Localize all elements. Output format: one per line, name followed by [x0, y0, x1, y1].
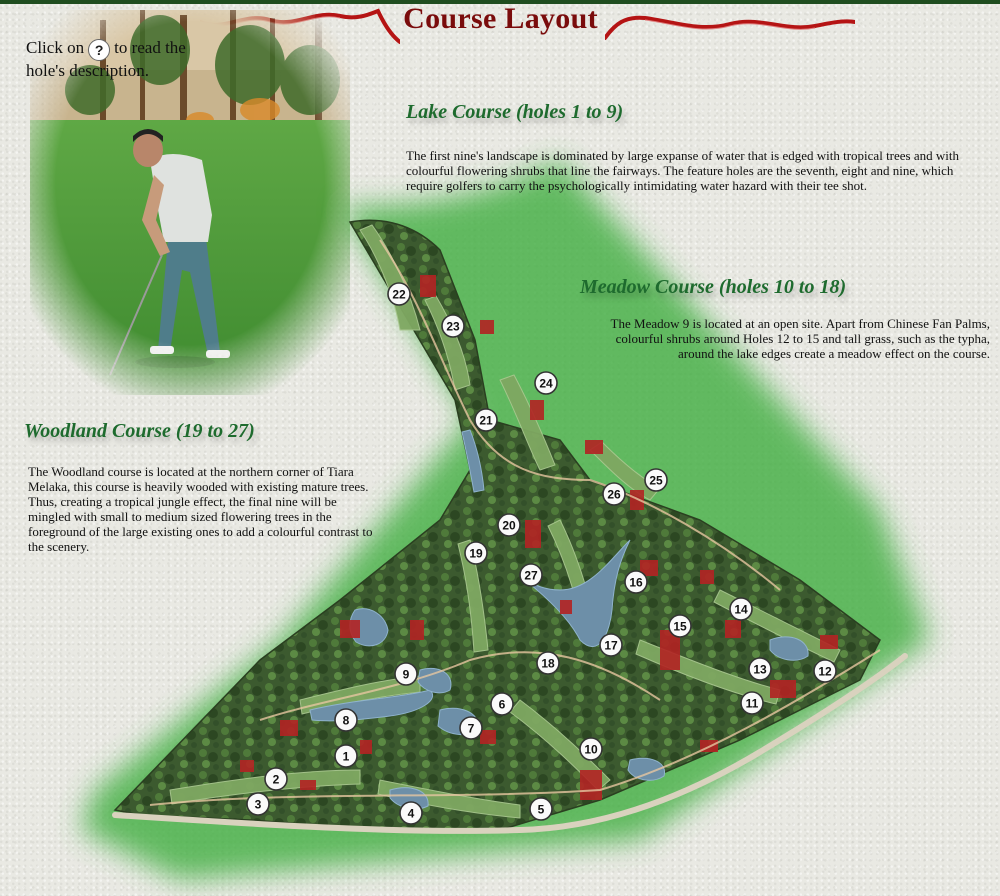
help-text-after: to read the hole's description.: [26, 38, 186, 80]
hole-number-label: 13: [753, 662, 767, 677]
hole-number-label: 16: [629, 575, 643, 590]
hole-marker-25[interactable]: [645, 469, 667, 491]
hole-marker-26[interactable]: [603, 483, 625, 505]
hole-number-label: 5: [537, 802, 545, 817]
page-title: Course Layout: [403, 2, 598, 35]
hole-number-label: 22: [392, 287, 406, 302]
help-instruction: [26, 38, 226, 81]
hole-marker-10[interactable]: [580, 738, 602, 760]
hole-marker-9[interactable]: [395, 663, 417, 685]
woodland-course-title: Woodland Course (19 to 27): [24, 420, 255, 442]
hole-number-label: 3: [254, 797, 262, 812]
hole-marker-18[interactable]: [537, 652, 559, 674]
hole-marker-12[interactable]: [814, 660, 836, 682]
hole-marker-11[interactable]: [741, 692, 763, 714]
woodland-course-description: The Woodland course is located at the northern corner of Tiara Melaka, this course is heavily wooded with existing mature trees. Thus, creating a tropical jungle effect, the final nine will be mingled with small to medium sized flowering trees in the foreground of the large existing ones to add a colourful contrast to the scenery.: [28, 464, 373, 554]
hole-marker-24[interactable]: [535, 372, 557, 394]
hole-marker-19[interactable]: [465, 542, 487, 564]
hole-number-label: 26: [607, 487, 621, 502]
hole-number-label: 11: [745, 696, 759, 711]
meadow-course-title: Meadow Course (holes 10 to 18): [580, 276, 847, 298]
hole-marker-4[interactable]: [400, 802, 422, 824]
hole-number-label: 25: [649, 473, 663, 488]
hole-marker-13[interactable]: [749, 658, 771, 680]
hole-number-label: 9: [402, 667, 410, 682]
hole-marker-6[interactable]: [491, 693, 513, 715]
hole-marker-2[interactable]: [265, 768, 287, 790]
hole-marker-7[interactable]: [460, 717, 482, 739]
lake-course-description: The first nine's landscape is dominated by large expanse of water that is edged with tropical trees and with colourful flowering shrubs that line the fairways. The feature holes are the seventh, eight and nine, which require golfers to carry the psychologically intimidating water hazard with their tee shot.: [406, 148, 959, 193]
hole-number-label: 23: [446, 319, 460, 334]
hole-number-label: 4: [407, 806, 415, 821]
hole-marker-21[interactable]: [475, 409, 497, 431]
hole-number-label: 6: [498, 697, 506, 712]
hole-marker-16[interactable]: [625, 571, 647, 593]
hole-number-label: 20: [502, 518, 516, 533]
hole-marker-22[interactable]: [388, 283, 410, 305]
hole-number-label: 12: [818, 664, 832, 679]
hole-marker-14[interactable]: [730, 598, 752, 620]
meadow-course-description: The Meadow 9 is located at an open site. Apart from Chinese Fan Palms, colourful shrubs around Holes 12 to 15 and tall grass, such as the typha, around the lake edges create a meadow effect on the course.: [610, 316, 990, 361]
hole-number-label: 8: [342, 713, 350, 728]
hole-number-label: 1: [342, 749, 350, 764]
hole-number-label: 10: [584, 742, 598, 757]
hole-number-label: 19: [469, 546, 483, 561]
hole-marker-15[interactable]: [669, 615, 691, 637]
hole-marker-1[interactable]: [335, 745, 357, 767]
hole-marker-5[interactable]: [530, 798, 552, 820]
hole-marker-20[interactable]: [498, 514, 520, 536]
hole-marker-3[interactable]: [247, 793, 269, 815]
hole-number-label: 17: [604, 638, 618, 653]
help-text-before: Click on: [26, 38, 85, 57]
help-question-icon[interactable]: ?: [88, 39, 110, 61]
hole-marker-27[interactable]: [520, 564, 542, 586]
hole-number-label: 14: [734, 602, 748, 617]
hole-marker-23[interactable]: [442, 315, 464, 337]
hole-number-label: 15: [673, 619, 687, 634]
hole-number-label: 24: [539, 376, 553, 391]
lake-course-title: Lake Course (holes 1 to 9): [406, 101, 624, 123]
hole-number-label: 18: [541, 656, 555, 671]
hole-marker-17[interactable]: [600, 634, 622, 656]
hole-number-label: 2: [272, 772, 280, 787]
hole-marker-8[interactable]: [335, 709, 357, 731]
hole-number-label: 7: [467, 721, 475, 736]
hole-number-label: 21: [479, 413, 493, 428]
hole-number-label: 27: [524, 568, 538, 583]
